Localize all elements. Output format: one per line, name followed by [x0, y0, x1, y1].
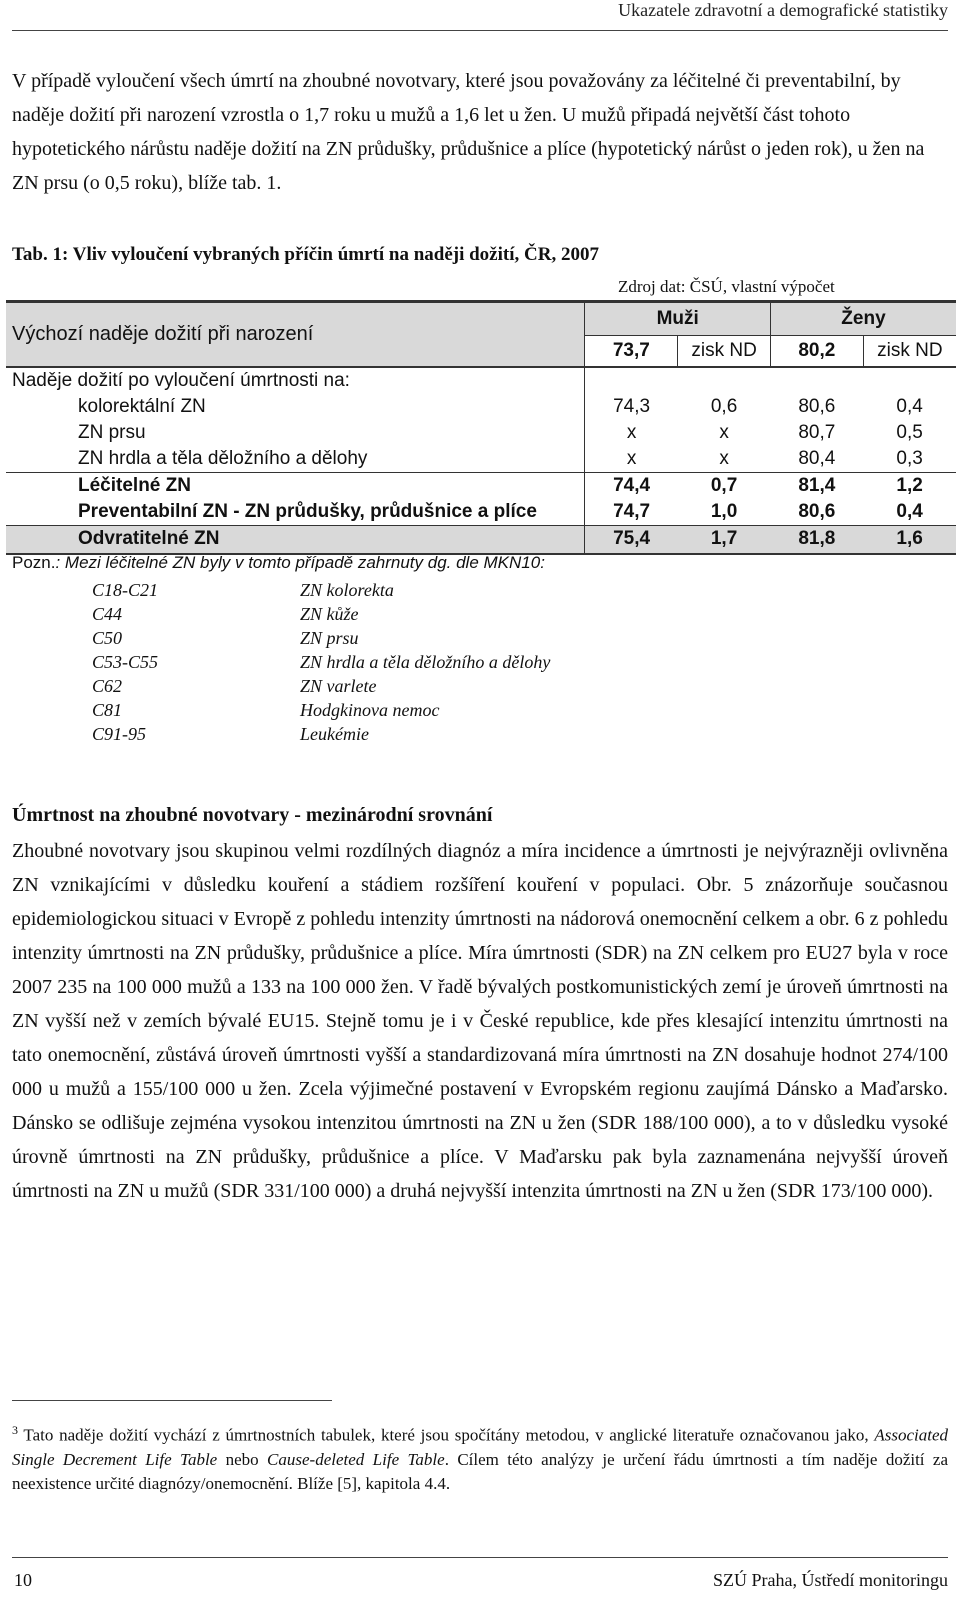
table-total-row: Odvratitelné ZN 75,4 1,7 81,8 1,6: [6, 526, 956, 554]
table-summary-row: Preventabilní ZN - ZN průdušky, průdušnice a plíce 74,7 1,0 80,6 0,4: [6, 499, 956, 526]
list-item: C62 ZN varlete: [92, 676, 377, 696]
life-expectancy-table-wrap: [6, 300, 956, 555]
table-row: kolorektální ZN 74,3 0,6 80,6 0,4: [6, 394, 956, 420]
life-expectancy-table: [6, 300, 956, 555]
header-rule: [12, 30, 948, 31]
table-row: ZN hrdla a těla děložního a dělohy x x 80,4 0,3: [6, 446, 956, 473]
table-row: ZN prsu x x 80,7 0,5: [6, 420, 956, 446]
footnote: $^3$ Tato naděje dožití vychází z úmrtnostních tabulek, které jsou spočítány metodou, v anglické literatuře označovanou jako, Associated Single Decrement Life Table nebo Cause-deleted Life Table. Cílem této analýzy je určení řádu úmrtnosti a tím naděje dožití za neexistence určité diagnózy/onemocnění. Blíže [5], kapitola 4.4.: [12, 1423, 949, 1493]
section-heading: Úmrtnost na zhoubné novotvary - mezinárodní srovnání: [12, 804, 493, 826]
baseline-men: 73,7: [585, 336, 678, 368]
list-item: C91-95 Leukémie: [92, 724, 369, 744]
footnote-rule: [12, 1400, 332, 1401]
running-header: Ukazatele zdravotní a demografické statistiky: [618, 0, 948, 20]
table-summary-row: Léčitelné ZN 74,4 0,7 81,4 1,2: [6, 473, 956, 500]
note-prefix: Pozn.: [12, 553, 56, 572]
list-item: C81 Hodgkinova nemoc: [92, 700, 440, 720]
list-item: C18-C21 ZN kolorekta: [92, 580, 394, 600]
list-item: C44 ZN kůže: [92, 604, 359, 624]
men-header: Muži: [585, 302, 771, 336]
baseline-men-gain: zisk ND: [678, 336, 771, 368]
footer-rule: [12, 1557, 948, 1558]
table-header-row: [6, 302, 956, 336]
list-item: C50 ZN prsu: [92, 628, 359, 648]
list-item: C53-C55 ZN hrdla a těla děložního a dělohy: [92, 652, 551, 672]
table-note: [12, 553, 545, 573]
group-label-row: [6, 367, 956, 394]
footnote-marker: 3: [12, 1423, 18, 1437]
baseline-label: Výchozí naděje dožití při narození: [6, 302, 585, 368]
intro-paragraph: V případě vyloučení všech úmrtí na zhoubné novotvary, které jsou považovány za léčitelné či preventabilní, by naděje dožití při narození vzrostla o 1,7 roku u mužů a 1,6 let u žen. U mužů připadá největší část tohoto hypotetického nárůstu naděje dožití na ZN průdušky, průdušnice a plíce (hypotetický nárůst o jeden rok), u žen na ZN prsu (o 0,5 roku), blíže tab. 1.: [12, 70, 925, 194]
icd-code-list: [92, 578, 550, 746]
page-number: 10: [14, 1570, 32, 1590]
baseline-women-gain: zisk ND: [863, 336, 956, 368]
section-body: Zhoubné novotvary jsou skupinou velmi rozdílných diagnóz a míra incidence a úmrtnosti je nejvýrazněji ovlivněna ZN vznikajícími v důsledku kouření a stádiem rozšíření kouření v populaci. Obr. 5 znázorňuje současnou epidemiologickou situaci v Evropě z pohledu intenzity úmrtnosti na nádorová onemocnění celkem a obr. 6 z pohledu intenzity úmrtnosti na ZN průdušky, průdušnice a plíce. Míra úmrtnosti (SDR) na ZN celkem pro EU27 byla v roce 2007 235 na 100 000 mužů a 133 na 100 000 žen. V řadě bývalých postkomunistických zemí je úroveň úmrtnosti na ZN vyšší než v zemích bývalé EU15. Stejně tomu je i v České republice, kde přes klesající intenzitu úmrtnosti na tato onemocnění, zůstává úroveň úmrtnosti vyšší a standardizovaná míra úmrtnosti na ZN dosahuje hodnot 274/100 000 u mužů a 155/100 000 u žen. Zcela výjimečné postavení v Evropském regionu zaujímá Dánsko a Maďarsko. Dánsko se odlišuje zejména vysokou intenzitou úmrtnosti na ZN u žen (SDR 188/100 000), a to v důsledku vysoké úrovně úmrtnosti na ZN průdušky, průdušnice a plíce. V Maďarsku pak byla zaznamenána nejvyšší úroveň úmrtnosti na ZN u mužů (SDR 331/100 000) a druhá nejvyšší intenzita úmrtnosti na ZN u žen (SDR 173/100 000).: [12, 840, 948, 1202]
table-source: Zdroj dat: ČSÚ, vlastní výpočet: [618, 277, 835, 296]
note-text: : Mezi léčitelné ZN byly v tomto případě zahrnuty dg. dle MKN10:: [55, 553, 545, 572]
table-title: Tab. 1: Vliv vyloučení vybraných příčin úmrtí na naději dožití, ČR, 2007: [12, 244, 599, 265]
footer-organization: SZÚ Praha, Ústředí monitoringu: [713, 1570, 948, 1590]
group-label: Naděje dožití po vyloučení úmrtnosti na:: [6, 367, 585, 394]
baseline-women: 80,2: [770, 336, 863, 368]
women-header: Ženy: [770, 302, 956, 336]
